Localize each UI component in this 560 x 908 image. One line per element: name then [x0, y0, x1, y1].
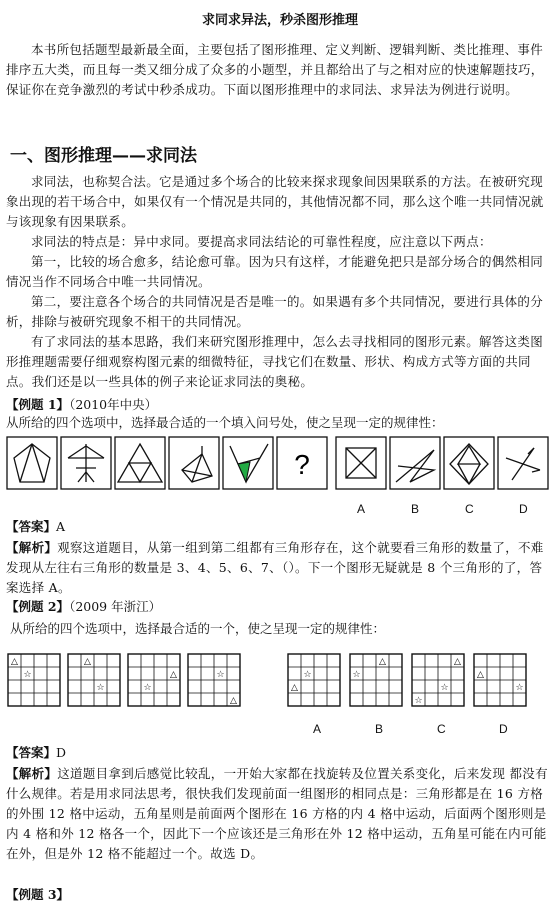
ex1-option-b-label: B	[411, 502, 420, 516]
example-1-figures	[6, 436, 554, 498]
ex2-option-b-label: B	[375, 722, 384, 736]
example-2-question: 从所给的四个选项中，选择最合适的一个，使之呈现一定的规律性：	[10, 621, 386, 636]
example-1-label: 【例题 1】	[6, 397, 70, 412]
question-grid	[8, 654, 60, 706]
example-2-analysis	[6, 764, 552, 864]
triangle-glyph: △	[170, 670, 177, 680]
triangle-glyph: △	[454, 657, 461, 667]
ex1-option-d-label: D	[519, 502, 528, 516]
triangle-glyph: △	[477, 670, 484, 680]
analysis-text: 这道题目拿到后感觉比较乱，一开始大家都在找旋转及位置关系变化，后来发现 都没有什么规律。若是用求同法思考，很快我们发现前面一组图形的相同点是：三角形都是在 16 方格的外围 12 格中运动，五角星则是前面两个图形在 16 方格的内 4 格中运动，后面两个图形则是内 4 格和外 12 格各一个，因此下一个应该还是三角形在外 12 格中运动，五角星可能在内可能在外，但是外 12 格不能超过一个。故选 D。	[6, 766, 548, 861]
example-2-grids	[6, 648, 554, 718]
answer-label: 【答案】	[6, 519, 57, 534]
example-1-answer	[6, 518, 65, 536]
question-grid	[128, 654, 180, 706]
ex1-option-c-label: C	[465, 502, 474, 516]
example-2-answer	[6, 744, 66, 762]
star-glyph: ☆	[414, 696, 423, 706]
option-grid	[474, 654, 526, 706]
document-title: 求同求异法，秒杀图形推理	[201, 13, 358, 28]
feature-paragraph: 求同法的特点是：异中求同。要提高求同法结论的可靠性程度，应注意以下两点：	[31, 234, 492, 249]
option-grid	[288, 654, 340, 706]
triangle-glyph: △	[230, 696, 237, 706]
answer-value: D	[56, 745, 67, 760]
section-title: 一、图形推理——求同法	[10, 146, 197, 166]
example-3-heading	[6, 886, 69, 904]
triangle-glyph: △	[11, 657, 18, 667]
ex2-option-a-label: A	[313, 722, 322, 736]
star-glyph: ☆	[96, 683, 105, 693]
example-2-source: （2009 年浙江）	[69, 599, 162, 614]
point-one-paragraph: 第一，比较的场合愈多，结论愈可靠。因为只有这样，才能避免把只是部分场合的偶然相同情况当作不同场合中唯一共同情况。	[6, 254, 544, 289]
example-2-heading	[6, 598, 161, 616]
star-glyph: ☆	[303, 670, 312, 680]
triangle-glyph: △	[379, 657, 386, 667]
analysis-text: 观察这道题目，从第一组到第二组都有三角形存在，这个就要看三角形的数量了，不难发现从左往右三角形的数量是 3、4、5、6、7、（）。下一个图形无疑就是 8 个三角形的了，答案选择 A。	[6, 540, 544, 595]
option-grid	[350, 654, 402, 706]
example-1-analysis	[6, 538, 552, 598]
example-3-label: 【例题 3】	[6, 887, 70, 902]
star-glyph: ☆	[23, 670, 32, 680]
analysis-label: 【解析】	[6, 540, 58, 555]
ex2-option-d-label: D	[499, 722, 508, 736]
triangle-glyph: △	[291, 683, 298, 693]
star-glyph: ☆	[216, 670, 225, 680]
star-glyph: ☆	[143, 683, 152, 693]
intro-paragraph: 本书所包括题型最新最全面，主要包括了图形推理、定义判断、逻辑判断、类比推理、事件排序五大类，而且每一类又细分成了众多的小题型，并且都给出了与之相对应的快速解题技巧，保证你在竞争激烈的考试中秒杀成功。下面以图形推理中的求同法、求异法为例进行说明。	[6, 42, 544, 97]
definition-paragraph: 求同法，也称契合法。它是通过多个场合的比较来探求现象间因果联系的方法。在被研究现象出现的若干场合中，如果仅有一个情况是共同的，其他情况都不同，那么这个唯一共同情况就与该现象有因果联系。	[6, 174, 544, 229]
question-grid	[188, 654, 240, 706]
triangle-glyph: △	[84, 657, 91, 667]
star-glyph: ☆	[440, 683, 449, 693]
method-paragraph: 有了求同法的基本思路，我们来研究图形推理中，怎么去寻找相同的图形元素。解答这类图形推理题需要仔细观察构图元素的细微特征，寻找它们在数量、形状、构成方式等方面的共同点。我们还是以一些具体的例子来论证求同法的奥秘。	[6, 334, 544, 389]
analysis-label: 【解析】	[6, 766, 58, 781]
ex2-option-c-label: C	[437, 722, 446, 736]
star-glyph: ☆	[352, 670, 361, 680]
answer-label: 【答案】	[6, 745, 57, 760]
option-grid	[412, 654, 464, 706]
point-two-paragraph: 第二，要注意各个场合的共同情况是否是唯一的。如果遇有多个共同情况，要进行具体的分析，排除与被研究现象不相干的共同情况。	[6, 294, 544, 329]
example-2-label: 【例题 2】	[6, 599, 70, 614]
star-glyph: ☆	[515, 683, 524, 693]
question-mark: ?	[294, 449, 310, 480]
example-1-question: 从所给的四个选项中，选择最合适的一个填入问号处，使之呈现一定的规律性：	[6, 415, 444, 430]
example-1-source: （2010年中央）	[69, 397, 158, 412]
question-grid	[68, 654, 120, 706]
example-1-heading	[6, 396, 157, 414]
ex1-option-a-label: A	[357, 502, 366, 516]
answer-value: A	[56, 519, 66, 534]
